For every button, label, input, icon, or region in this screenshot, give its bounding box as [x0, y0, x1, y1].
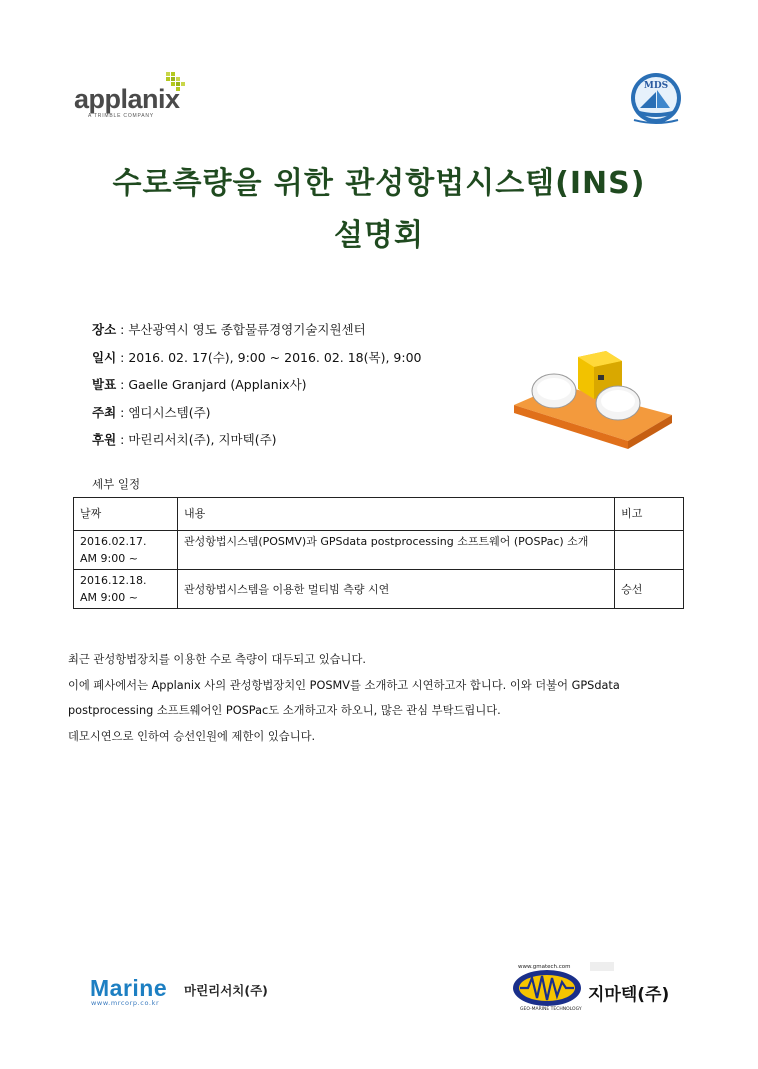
cell-content: 관성항법시스템(POSMV)과 GPSdata postprocessing 소프트웨어 (POSPac) 소개	[177, 531, 614, 570]
cell-date	[74, 570, 178, 609]
time-line: AM 9:00 ~	[80, 552, 138, 565]
marine-korean-name: 마린리서치(주)	[184, 983, 268, 998]
body-paragraph: postprocessing 소프트웨어인 POSPac도 소개하고자 하오니, 많은 관심 부탁드립니다.	[68, 704, 501, 717]
mds-text: MDS	[643, 81, 669, 91]
date-line: 2016.02.17.	[80, 535, 147, 548]
announcement-body	[68, 647, 688, 749]
time-line: AM 9:00 ~	[80, 591, 138, 604]
info-value: 부산광역시 영도 종합물류경영기술지원센터	[128, 322, 366, 337]
gmtech-korean-name: 지마텍(주)	[588, 985, 670, 1005]
gmtech-bottom-text: GEO-MARINE TECHNOLOGY	[520, 1007, 582, 1012]
marine-url: www.mrcorp.co.kr	[91, 999, 160, 1007]
cell-note: 승선	[615, 570, 684, 609]
info-label: 장소	[92, 322, 117, 337]
header-note: 비고	[615, 498, 684, 531]
schedule-table	[73, 497, 684, 609]
marine-wordmark: Marine	[90, 975, 168, 1001]
event-info	[92, 316, 421, 454]
table-row	[74, 570, 684, 609]
page-title-line1: 수로측량을 위한 관성항법시스템(INS)	[112, 166, 646, 201]
cell-note	[615, 531, 684, 570]
cell-date	[74, 531, 178, 570]
info-label: 일시	[92, 349, 117, 365]
applanix-wordmark: applanix	[74, 84, 180, 114]
info-row-host: 주최 : 엠디시스템(주)	[92, 404, 211, 420]
info-row-venue: 장소 : 부산광역시 영도 종합물류경영기술지원센터	[92, 322, 366, 337]
body-paragraph: 데모시연으로 인하여 승선인원에 제한이 있습니다.	[68, 729, 316, 743]
info-row-presenter: 발표 : Gaelle Granjard (Applanix사)	[92, 377, 307, 392]
body-paragraph: 이에 폐사에서는 Applanix 사의 관성항법장치인 POSMV를 소개하고 시연하고자 합니다. 이와 더불어 GPSdata	[68, 678, 620, 692]
info-row-sponsor: 후원 : 마린리서치(주), 지마텍(주)	[92, 432, 277, 447]
info-label: 주최	[92, 404, 117, 420]
schedule-label: 세부 일정	[92, 477, 141, 491]
page-title-line2: 설명회	[334, 218, 424, 253]
header-date: 날짜	[74, 498, 178, 531]
gmtech-url: www.gmatech.com	[518, 964, 571, 970]
info-value: Gaelle Granjard (Applanix사)	[128, 377, 307, 392]
table-row	[74, 531, 684, 570]
gmtech-logo	[510, 960, 685, 1010]
gmtech-emblem-icon	[510, 968, 584, 1008]
info-value: 엠디시스템(주)	[128, 404, 211, 420]
info-label: 후원	[92, 432, 117, 447]
info-label: 발표	[92, 377, 117, 392]
info-row-datetime: 일시 : 2016. 02. 17(수), 9:00 ~ 2016. 02. 18(목), 9:00	[92, 349, 422, 365]
marine-research-logo	[90, 975, 280, 1009]
info-value: 2016. 02. 17(수), 9:00 ~ 2016. 02. 18(목), 9:00	[128, 349, 422, 365]
applanix-tagline: A TRIMBLE COMPANY	[88, 113, 154, 119]
table-header-row	[74, 498, 684, 531]
header-content: 내용	[177, 498, 614, 531]
body-paragraph: 최근 관성항법장치를 이용한 수로 측량이 대두되고 있습니다.	[68, 653, 366, 666]
cell-content: 관성항법시스템을 이용한 멀티빔 측량 시연	[177, 570, 614, 609]
posmv-product-image	[510, 343, 675, 451]
applanix-logo	[74, 72, 199, 118]
mds-logo	[626, 70, 686, 126]
info-value: 마린리서치(주), 지마텍(주)	[128, 432, 277, 447]
date-line: 2016.12.18.	[80, 574, 147, 587]
